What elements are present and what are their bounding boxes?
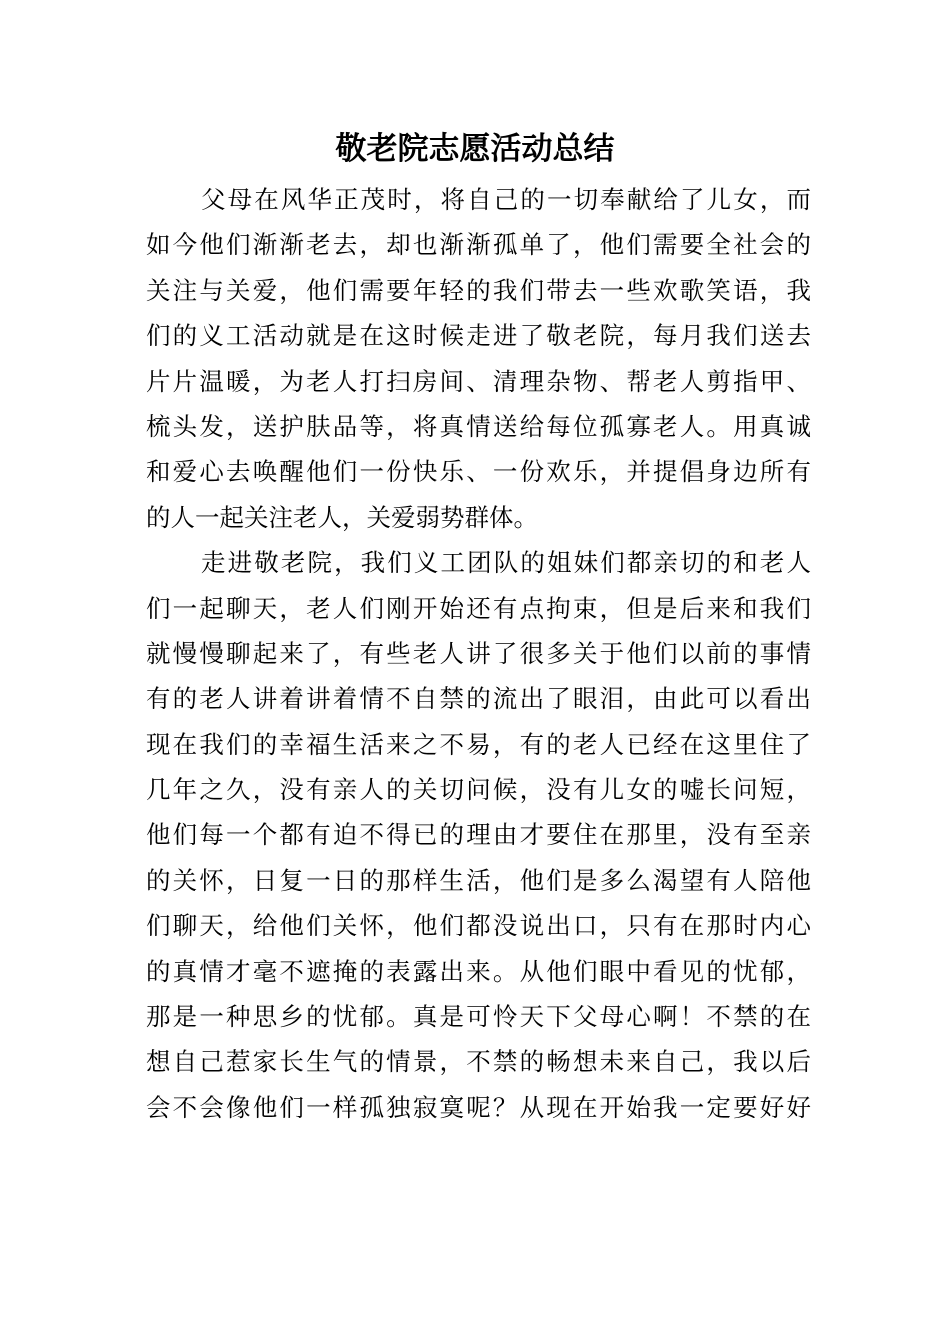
text-line: 的关怀，日复一日的那样生活，他们是多么渴望有人陪他 (146, 865, 811, 895)
text-line: 的人一起关注老人，关爱弱势群体。 (146, 502, 538, 532)
text-line: 现在我们的幸福生活来之不易，有的老人已经在这里住了 (146, 729, 811, 759)
text-line: 他们每一个都有迫不得已的理由才要住在那里，没有至亲 (146, 820, 811, 850)
text-line: 们一起聊天，老人们刚开始还有点拘束，但是后来和我们 (146, 593, 811, 623)
text-line: 梳头发，送护肤品等，将真情送给每位孤寡老人。用真诚 (146, 411, 811, 441)
text-line: 如今他们渐渐老去，却也渐渐孤单了，他们需要全社会的 (146, 230, 811, 260)
text-line: 有的老人讲着讲着情不自禁的流出了眼泪，由此可以看出 (146, 684, 811, 714)
text-line: 的真情才毫不遮掩的表露出来。从他们眼中看见的忧郁， (146, 956, 811, 986)
paragraph-2 (146, 540, 811, 1130)
text-line: 和爱心去唤醒他们一份快乐、一份欢乐，并提倡身边所有 (146, 457, 811, 487)
text-line: 父母在风华正茂时，将自己的一切奉献给了儿女，而 (201, 185, 811, 214)
text-line: 关注与关爱，他们需要年轻的我们带去一些欢歌笑语，我 (146, 275, 811, 305)
text-line: 那是一种思乡的忧郁。真是可怜天下父母心啊！不禁的在 (146, 1002, 811, 1032)
text-line: 走进敬老院，我们义工团队的姐妹们都亲切的和老人 (201, 548, 811, 578)
paragraph-1 (146, 177, 811, 540)
document-body (146, 177, 811, 1130)
document-title: 敬老院志愿活动总结 (335, 131, 615, 167)
text-line: 几年之久，没有亲人的关切问候，没有儿女的嘘长问短， (146, 775, 811, 805)
text-line: 们聊天，给他们关怀，他们都没说出口，只有在那时内心 (146, 911, 811, 941)
text-line: 们的义工活动就是在这时候走进了敬老院，每月我们送去 (146, 321, 811, 351)
text-line: 片片温暖，为老人打扫房间、清理杂物、帮老人剪指甲、 (146, 366, 811, 396)
text-line: 想自己惹家长生气的情景，不禁的畅想未来自己，我以后 (146, 1047, 811, 1077)
text-line: 就慢慢聊起来了，有些老人讲了很多关于他们以前的事情 (146, 638, 811, 668)
text-line: 会不会像他们一样孤独寂寞呢？从现在开始我一定要好好 (146, 1092, 811, 1122)
